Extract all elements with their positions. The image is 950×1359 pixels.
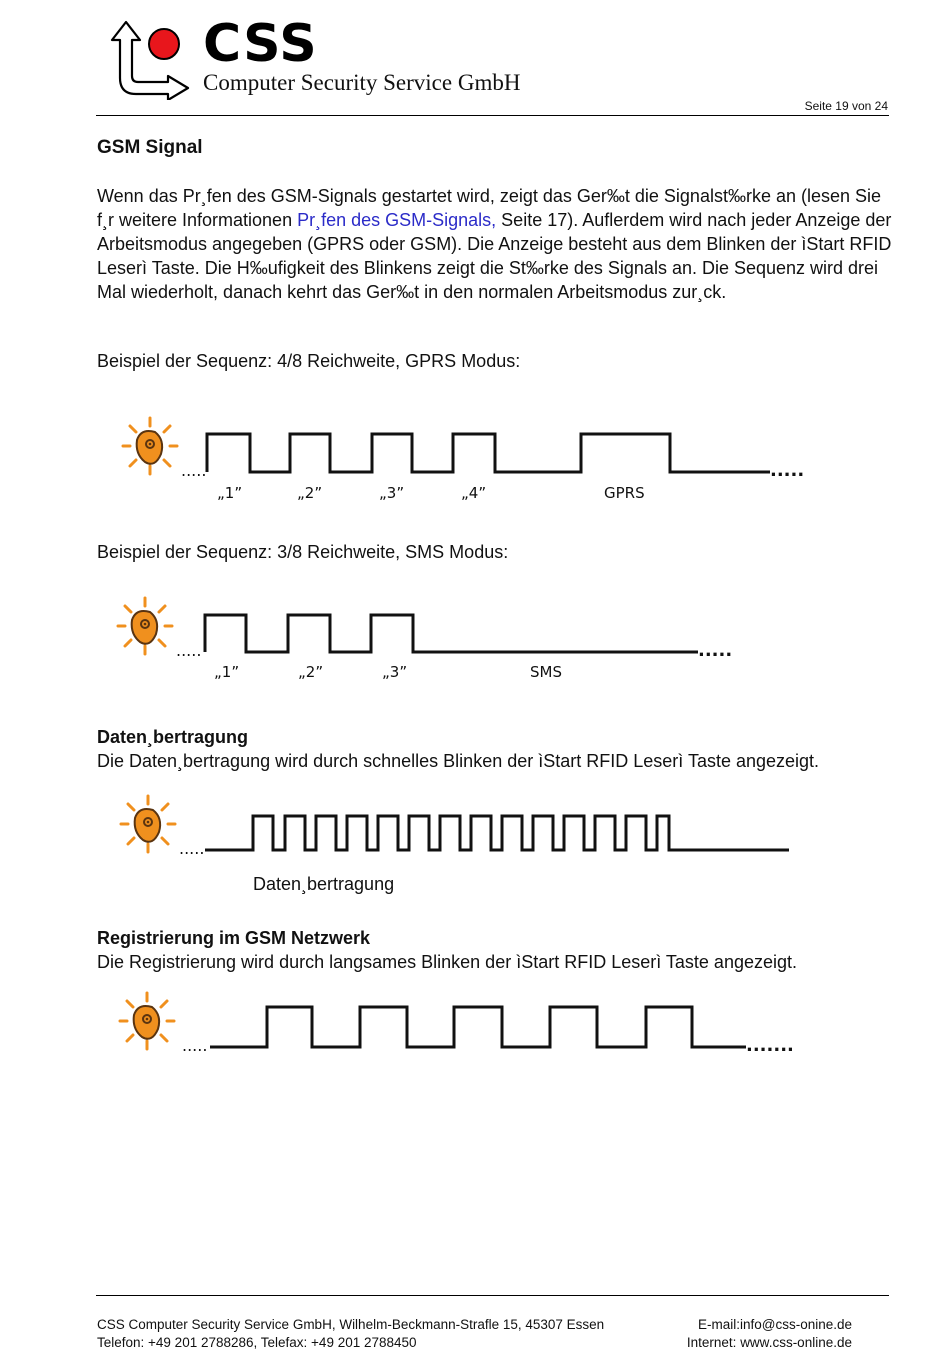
gsm-description-part1: Wenn das Pr¸fen des GSM-Signals gestartet wird, zeigt das Ger‰t die Signalst‰rke an (lesen Sie f¸r weitere Informationen xyxy=(97,186,882,230)
logo-arrow-icon xyxy=(108,18,192,100)
section-title-data-transfer: Daten¸bertragung xyxy=(97,727,249,747)
example1-caption: Beispiel der Sequenz: 4/8 Reichweite, GPRS Modus: xyxy=(97,351,521,371)
blinking-led-icon xyxy=(121,796,175,852)
blinking-led-icon xyxy=(120,993,174,1049)
svg-text:.....: ..... xyxy=(182,1036,208,1055)
pulse-label: „1” xyxy=(214,663,240,681)
section-title-registration: Registrierung im GSM Netzwerk xyxy=(97,928,371,948)
header-divider xyxy=(96,115,889,116)
svg-text:.......: ....... xyxy=(746,1035,794,1056)
svg-text:.....: ..... xyxy=(770,460,805,481)
pulse-label: „2” xyxy=(297,484,323,502)
pulse-label: „3” xyxy=(382,663,408,681)
reference-link[interactable]: Pr¸fen des GSM-Signals, xyxy=(297,210,497,230)
svg-text:.....: ..... xyxy=(179,839,205,858)
gprs-sequence-diagram xyxy=(115,410,835,505)
blinking-led-icon xyxy=(123,418,177,474)
page-number: Seite 19 von 24 xyxy=(804,99,888,113)
blinking-led-icon xyxy=(118,598,172,654)
svg-text:.....: ..... xyxy=(181,461,207,480)
registration-description: Die Registrierung wird durch langsames Blinken der ìStart RFID Leserì Taste angezeigt. xyxy=(97,952,797,972)
gsm-description xyxy=(97,184,897,304)
mode-label: SMS xyxy=(530,663,562,681)
brand-logo-text: CSS xyxy=(203,14,318,74)
pulse-label: „1” xyxy=(217,484,243,502)
footer-phone: Telefon: +49 201 2788286, Telefax: +49 201 2788450 xyxy=(97,1335,417,1350)
footer-divider xyxy=(96,1295,889,1296)
pulse-label: „2” xyxy=(298,663,324,681)
footer-email: E-mail:info@css-onine.de xyxy=(697,1317,852,1332)
data-transfer-diagram xyxy=(113,788,803,898)
mode-label: GPRS xyxy=(604,484,645,502)
data-transfer-description: Die Daten¸bertragung wird durch schnelles Blinken der ìStart RFID Leserì Taste angezeigt. xyxy=(97,751,820,771)
pulse-label: „4” xyxy=(461,484,487,502)
svg-text:.....: ..... xyxy=(698,640,733,661)
company-name: Computer Security Service GmbH xyxy=(203,70,521,95)
data-transfer-wave-label: Daten¸bertragung xyxy=(253,874,395,894)
svg-text:.....: ..... xyxy=(176,641,202,660)
footer-address: CSS Computer Security Service GmbH, Wilhelm-Beckmann-Strafle 15, 45307 Essen xyxy=(97,1317,605,1332)
registration-diagram xyxy=(112,985,832,1065)
sms-sequence-diagram xyxy=(110,590,770,685)
pulse-label: „3” xyxy=(379,484,405,502)
example2-caption: Beispiel der Sequenz: 3/8 Reichweite, SMS Modus: xyxy=(97,542,509,562)
footer-website: Internet: www.css-online.de xyxy=(686,1335,852,1350)
gsm-description-part2: Seite 17). Auflerdem wird nach jeder Anzeige der Arbeitsmodus angegeben (GPRS oder GSM). Die Anzeige besteht aus dem Blinken der ìStart RFID Leserì Taste. Die H‰ufigkeit des Blinkens zeigt die St‰rke des Signals an. Die Sequenz wird drei Mal wiederholt, danach kehrt das Ger‰t in den normalen Arbeitsmodus zur¸ck. xyxy=(97,210,892,302)
section-title-gsm-signal: GSM Signal xyxy=(97,137,203,158)
